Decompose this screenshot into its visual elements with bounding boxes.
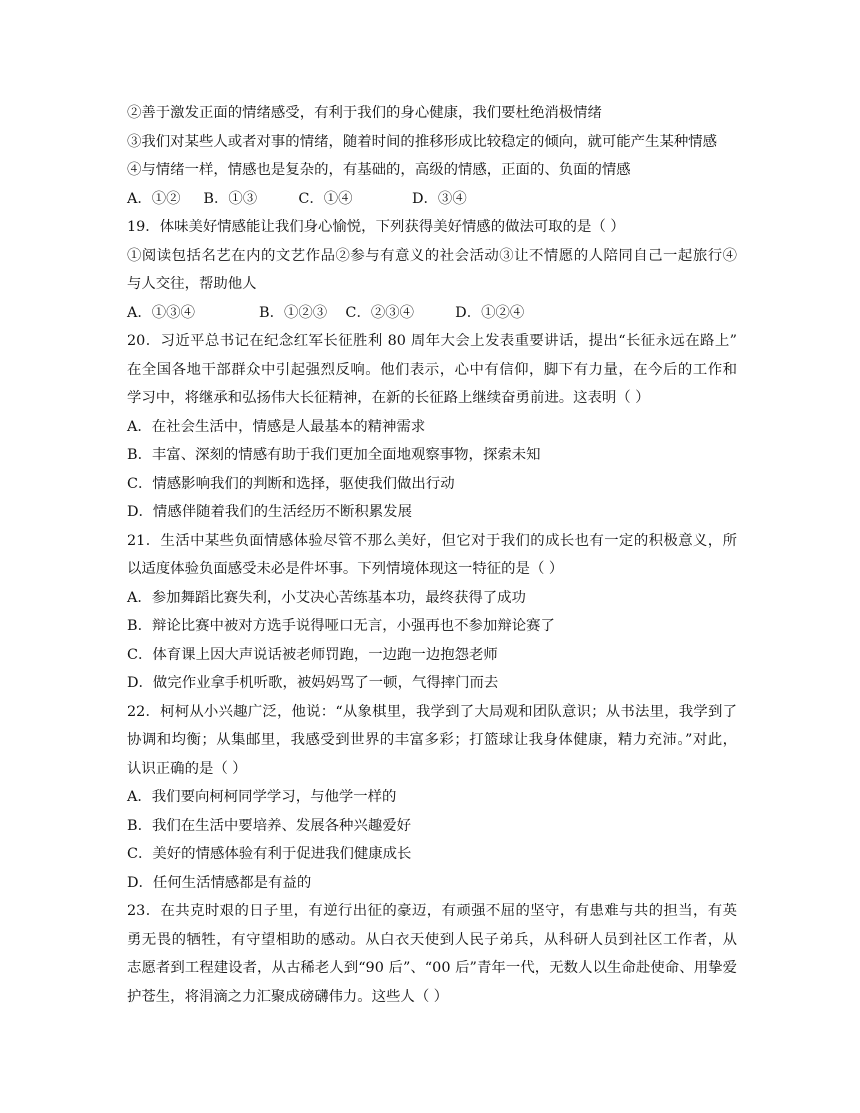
q21-stem-line1: 21．生活中某些负面情感体验尽管不那么美好，但它对于我们的成长也有一定的积极意义，所 — [127, 532, 737, 549]
q20-option-c: C．情感影响我们的判断和选择，驱使我们做出行动 — [127, 475, 455, 492]
q22-stem-line1: 22．柯柯从小兴趣广泛，他说：“从象棋里，我学到了大局观和团队意识；从书法里，我学到了 — [127, 703, 737, 720]
q22-stem-line2: 协调和均衡；从集邮里，我感受到世界的丰富多彩；打篮球让我身体健康，精力充沛。”对此， — [127, 732, 737, 748]
q20-stem-line3: 学习中，将继承和弘扬伟大长征精神，在新的长征路上继续奋勇前进。这表明（ ） — [127, 390, 650, 406]
q20-option-b: B．丰富、深刻的情感有助于我们更加全面地观察事物，探索未知 — [127, 447, 541, 463]
q21-option-d: D．做完作业拿手机听歌，被妈妈骂了一顿，气得摔门而去 — [127, 675, 499, 691]
q18-item-3: ③我们对某些人或者对事的情绪，随着时间的推移形成比较稳定的倾向，就可能产生某种情感 — [127, 133, 718, 150]
q20-stem-line1: 20．习近平总书记在纪念红军长征胜利 80 周年大会上发表重要讲话，提出“长征永远在路上” — [127, 333, 737, 349]
q22-stem-line3: 认识正确的是（ ） — [127, 760, 247, 777]
q23-stem-line3: 志愿者到工程建设者，从古稀老人到“90 后”、“00 后”青年一代，无数人以生命赴使命、用挚爱 — [127, 960, 737, 976]
q21-stem-line2: 以适度体验负面感受未必是件坏事。下列情境体现这一特征的是（ ） — [127, 561, 564, 577]
q22-option-c: C．美好的情感体验有利于促进我们健康成长 — [127, 846, 412, 862]
q18-item-2: ②善于激发正面的情绪感受，有利于我们的身心健康，我们要杜绝消极情绪 — [127, 105, 602, 121]
exam-page — [127, 99, 737, 1011]
q21-option-c: C．体育课上因大声说话被老师罚跑，一边跑一边抱怨老师 — [127, 646, 498, 663]
q20-stem-line2: 在全国各地干部群众中引起强烈反响。他们表示，心中有信仰，脚下有力量，在今后的工作和 — [127, 361, 737, 378]
q22-option-a: A．我们要向柯柯同学学习，与他学一样的 — [127, 789, 397, 805]
q22-option-b: B．我们在生活中要培养、发展各种兴趣爱好 — [127, 817, 411, 834]
q19-items-line2: 与人交往，帮助他人 — [127, 276, 257, 292]
q20-option-d: D．情感伴随着我们的生活经历不断积累发展 — [127, 504, 412, 520]
q18-item-4: ④与情绪一样，情感也是复杂的，有基础的，高级的情感，正面的、负面的情感 — [127, 162, 631, 178]
q19-stem: 19．体味美好情感能让我们身心愉悦，下列获得美好情感的做法可取的是（ ） — [127, 219, 625, 235]
q21-option-a: A．参加舞蹈比赛失利，小艾决心苦练基本功，最终获得了成功 — [127, 589, 526, 606]
q18-options: A．①② B．①③ C．①④ D．③④ — [127, 190, 467, 207]
q22-option-d: D．任何生活情感都是有益的 — [127, 874, 312, 891]
q19-items-line1: ①阅读包括名艺在内的文艺作品②参与有意义的社会活动③让不情愿的人陪同自己一起旅行④ — [127, 247, 737, 264]
q19-options: A．①③④ B．①②③ C．②③④ D．①②④ — [127, 304, 525, 321]
q21-option-b: B．辩论比赛中被对方选手说得哑口无言，小强再也不参加辩论赛了 — [127, 618, 555, 634]
q23-stem-line1: 23．在共克时艰的日子里，有逆行出征的豪迈，有顽强不屈的坚守，有患难与共的担当，有英 — [127, 903, 737, 919]
q20-option-a: A．在社会生活中，情感是人最基本的精神需求 — [127, 418, 426, 435]
q23-stem-line2: 勇无畏的牺牲，有守望相助的感动。从白衣天使到人民子弟兵，从科研人员到社区工作者，从 — [127, 931, 737, 948]
q23-stem-line4: 护苍生，将涓滴之力汇聚成磅礴伟力。这些人（ ） — [127, 988, 449, 1005]
